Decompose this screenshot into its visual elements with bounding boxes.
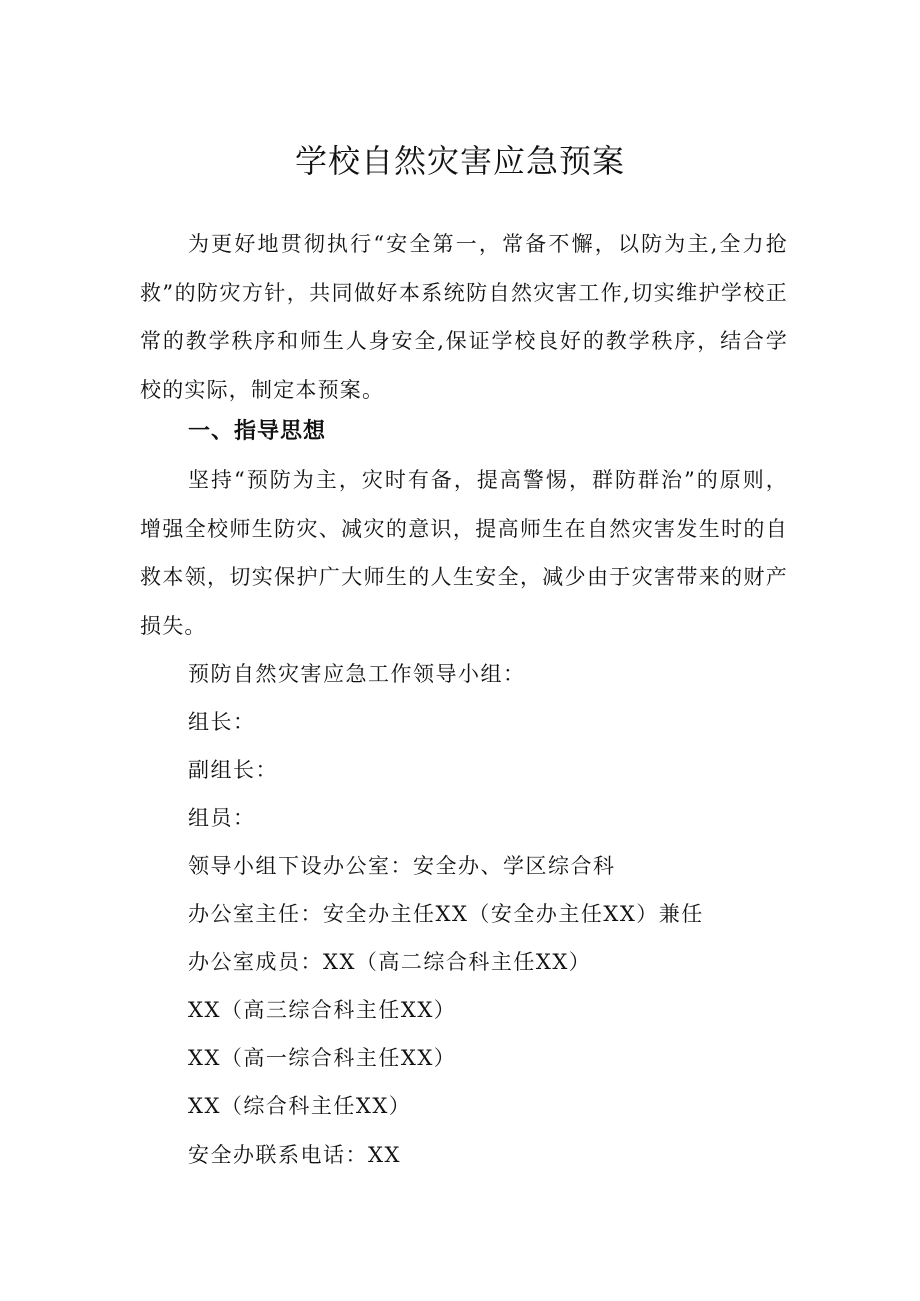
office-director-line: 办公室主任：安全办主任XX（安全办主任XX）兼任 <box>188 902 704 926</box>
office-member-line: XX（综合科主任XX） <box>188 1094 412 1118</box>
office-member-line: XX（高一综合科主任XX） <box>188 1046 457 1070</box>
leadership-group-line: 预防自然灾害应急工作领导小组： <box>188 662 526 686</box>
guiding-ideology-paragraph: 坚持“预防为主，灾时有备，提高警惕，群防群治”的原则，增强全校师生防灾、减灾的意识，提高师生在自然灾害发生时的自救本领，切实保护广大师生的人生安全，减少由于灾害带来的财产损失。 <box>140 468 788 638</box>
office-members-line: 办公室成员：XX（高二综合科主任XX） <box>188 950 592 974</box>
office-line: 领导小组下设办公室：安全办、学区综合科 <box>188 854 616 878</box>
contact-phone-line: 安全办联系电话：XX <box>188 1143 401 1167</box>
group-leader-line: 组长： <box>188 710 256 734</box>
members-line: 组员： <box>188 806 256 830</box>
document-title: 学校自然灾害应急预案 <box>294 142 625 180</box>
intro-paragraph: 为更好地贯彻执行“安全第一，常备不懈，以防为主,全力抢救”的防灾方针，共同做好本系统防自然灾害工作,切实维护学校正常的教学秩序和师生人身安全,保证学校良好的教学秩序，结合学校的实际，制定本预案。 <box>140 232 788 402</box>
section-heading-guiding-ideology: 一、指导思想 <box>188 419 327 444</box>
deputy-leader-line: 副组长： <box>188 758 278 782</box>
office-member-line: XX（高三综合科主任XX） <box>188 998 457 1022</box>
